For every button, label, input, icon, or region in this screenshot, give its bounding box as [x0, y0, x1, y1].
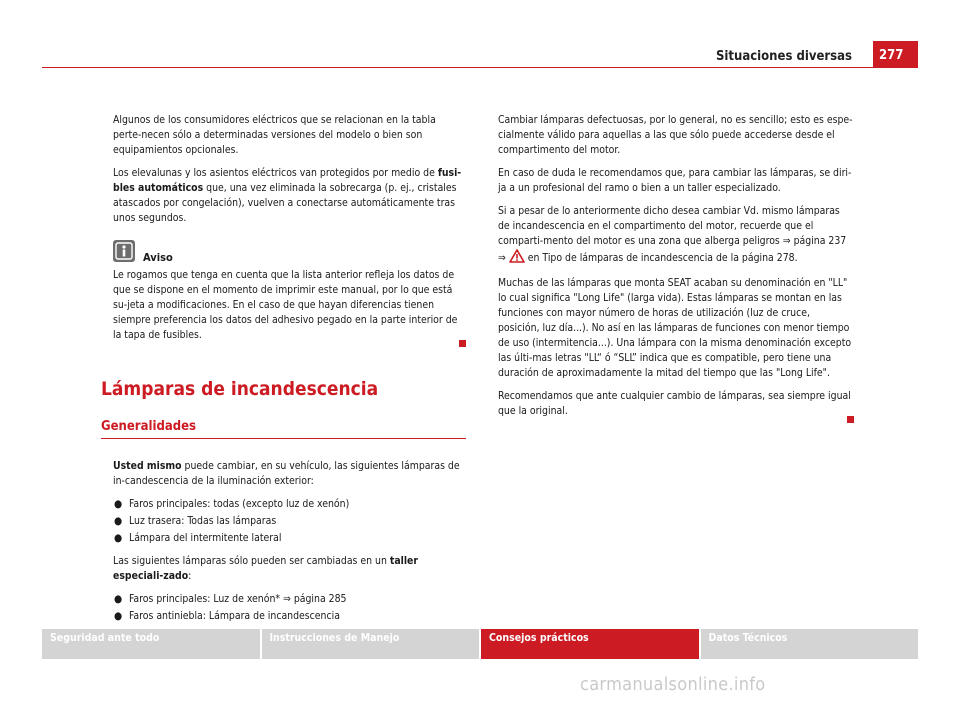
- section-end-square-icon: [847, 416, 854, 423]
- bold-text: fusi-bles automáticos: [113, 167, 462, 194]
- header-divider: [42, 67, 918, 68]
- footer-nav: [42, 629, 918, 659]
- text: :: [188, 570, 192, 582]
- bullet-list: [113, 592, 466, 624]
- tab-instrucciones[interactable]: Instrucciones de Manejo: [262, 629, 480, 659]
- subsection-heading: Generalidades: [101, 419, 466, 439]
- paragraph: Muchas de las lámparas que monta SEAT acaban su denominación en "LL" lo cual significa "Long Life" (larga vida). Estas lámparas se montan en las funciones con mayor número de horas de utilización (luz de cruce, posición, luz día...). No así en las lámparas de funciones con menor tiempo de uso (intermitencia...). Una lámpara con la misma denominación excepto las últi-mas letras "LL“ ó “SLL” indica que es compatible, pero tiene una duración de aproximadamente la mitad del tiempo que las "Long Life".: [498, 277, 852, 379]
- notice-header: [113, 240, 466, 268]
- info-hand-icon: [113, 240, 135, 262]
- section-heading: Lámparas de incandescencia: [101, 378, 379, 400]
- list-item-text: Faros principales: todas (excepto luz de xenón): [129, 498, 350, 510]
- paragraph: [498, 204, 854, 268]
- paragraph: [113, 459, 466, 489]
- warning-triangle-icon[interactable]: [509, 249, 525, 268]
- list-item-text: Faros antiniebla: Lámpara de incandescencia: [129, 610, 340, 622]
- left-column: [101, 113, 466, 632]
- list-item: [113, 514, 466, 529]
- paragraph: Recomendamos que ante cualquier cambio de lámparas, sea siempre igual que la original.: [498, 390, 851, 417]
- section-end-square-icon: [459, 340, 466, 347]
- bullet-icon: ●: [114, 593, 123, 605]
- paragraph: [113, 166, 466, 226]
- bullet-list: [113, 497, 466, 546]
- bold-text: taller especiali-zado: [113, 555, 418, 582]
- bullet-icon: ●: [114, 532, 123, 544]
- page-number: 277: [873, 41, 918, 67]
- notice-title: Aviso: [143, 251, 173, 264]
- list-item: [113, 609, 466, 624]
- list-item-text: Luz trasera: Todas las lámparas: [129, 515, 277, 527]
- text: en Tipo de lámparas de incandescencia de la página 278.: [524, 252, 798, 264]
- watermark: carmanualsonline.info: [580, 674, 766, 695]
- list-item: [113, 592, 466, 607]
- text: Le rogamos que tenga en cuenta que la lista anterior refleja los datos de que se dispone en el momento de imprimir este manual, por lo que está su-jeta a modificaciones. En el caso de que hayan diferencias tienen siempre preferencia los datos del adhesivo pegado en la parte interior de la tapa de fusibles.: [113, 269, 458, 341]
- text: Los elevalunas y los asientos eléctricos van protegidos por medio de: [113, 167, 438, 179]
- paragraph: Algunos de los consumidores eléctricos que se relacionan en la tabla perte-necen sólo a determinadas versiones del modelo o bien son equipamientos opcionales.: [113, 114, 436, 156]
- tab-seguridad[interactable]: Seguridad ante todo: [42, 629, 260, 659]
- notice-text: [113, 268, 466, 343]
- list-item: [113, 531, 466, 546]
- text: que, una vez eliminada la sobrecarga (p. ej., cristales atascados por congelación), vuelven a conectarse automáticamente tras unos segundos.: [113, 182, 457, 224]
- bullet-icon: ●: [114, 498, 123, 510]
- bullet-icon: ●: [114, 610, 123, 622]
- tab-consejos[interactable]: Consejos prácticos: [481, 629, 699, 659]
- text: Si a pesar de lo anteriormente dicho desea cambiar Vd. mismo lámparas de incandescencia en el compartimento del motor, recuerde que el comparti-mento del motor es una zona que alberga peligros ⇒ página 237 ⇒: [498, 205, 847, 264]
- tab-datos[interactable]: Datos Técnicos: [701, 629, 919, 659]
- bullet-icon: ●: [114, 515, 123, 527]
- bold-text: Usted mismo: [113, 460, 182, 472]
- paragraph: Cambiar lámparas defectuosas, por lo general, no es sencillo; esto es espe-cialmente válido para aquellas a las que sólo puede accederse desde el compartimento del motor.: [498, 114, 853, 156]
- list-item: [113, 497, 466, 512]
- list-item-text: Faros principales: Luz de xenón* ⇒ página 285: [129, 593, 347, 605]
- right-column: [498, 113, 854, 428]
- paragraph: En caso de duda le recomendamos que, para cambiar las lámparas, se diri-ja a un profesional del ramo o bien a un taller especializado.: [498, 167, 852, 194]
- text: Las siguientes lámparas sólo pueden ser cambiadas en un: [113, 555, 390, 567]
- list-item-text: Lámpara del intermitente lateral: [129, 532, 282, 544]
- text: puede cambiar, en su vehículo, las siguientes lámparas de in-candescencia de la iluminación exterior:: [113, 460, 460, 487]
- page-header-title: Situaciones diversas: [715, 49, 852, 64]
- paragraph: [113, 554, 466, 584]
